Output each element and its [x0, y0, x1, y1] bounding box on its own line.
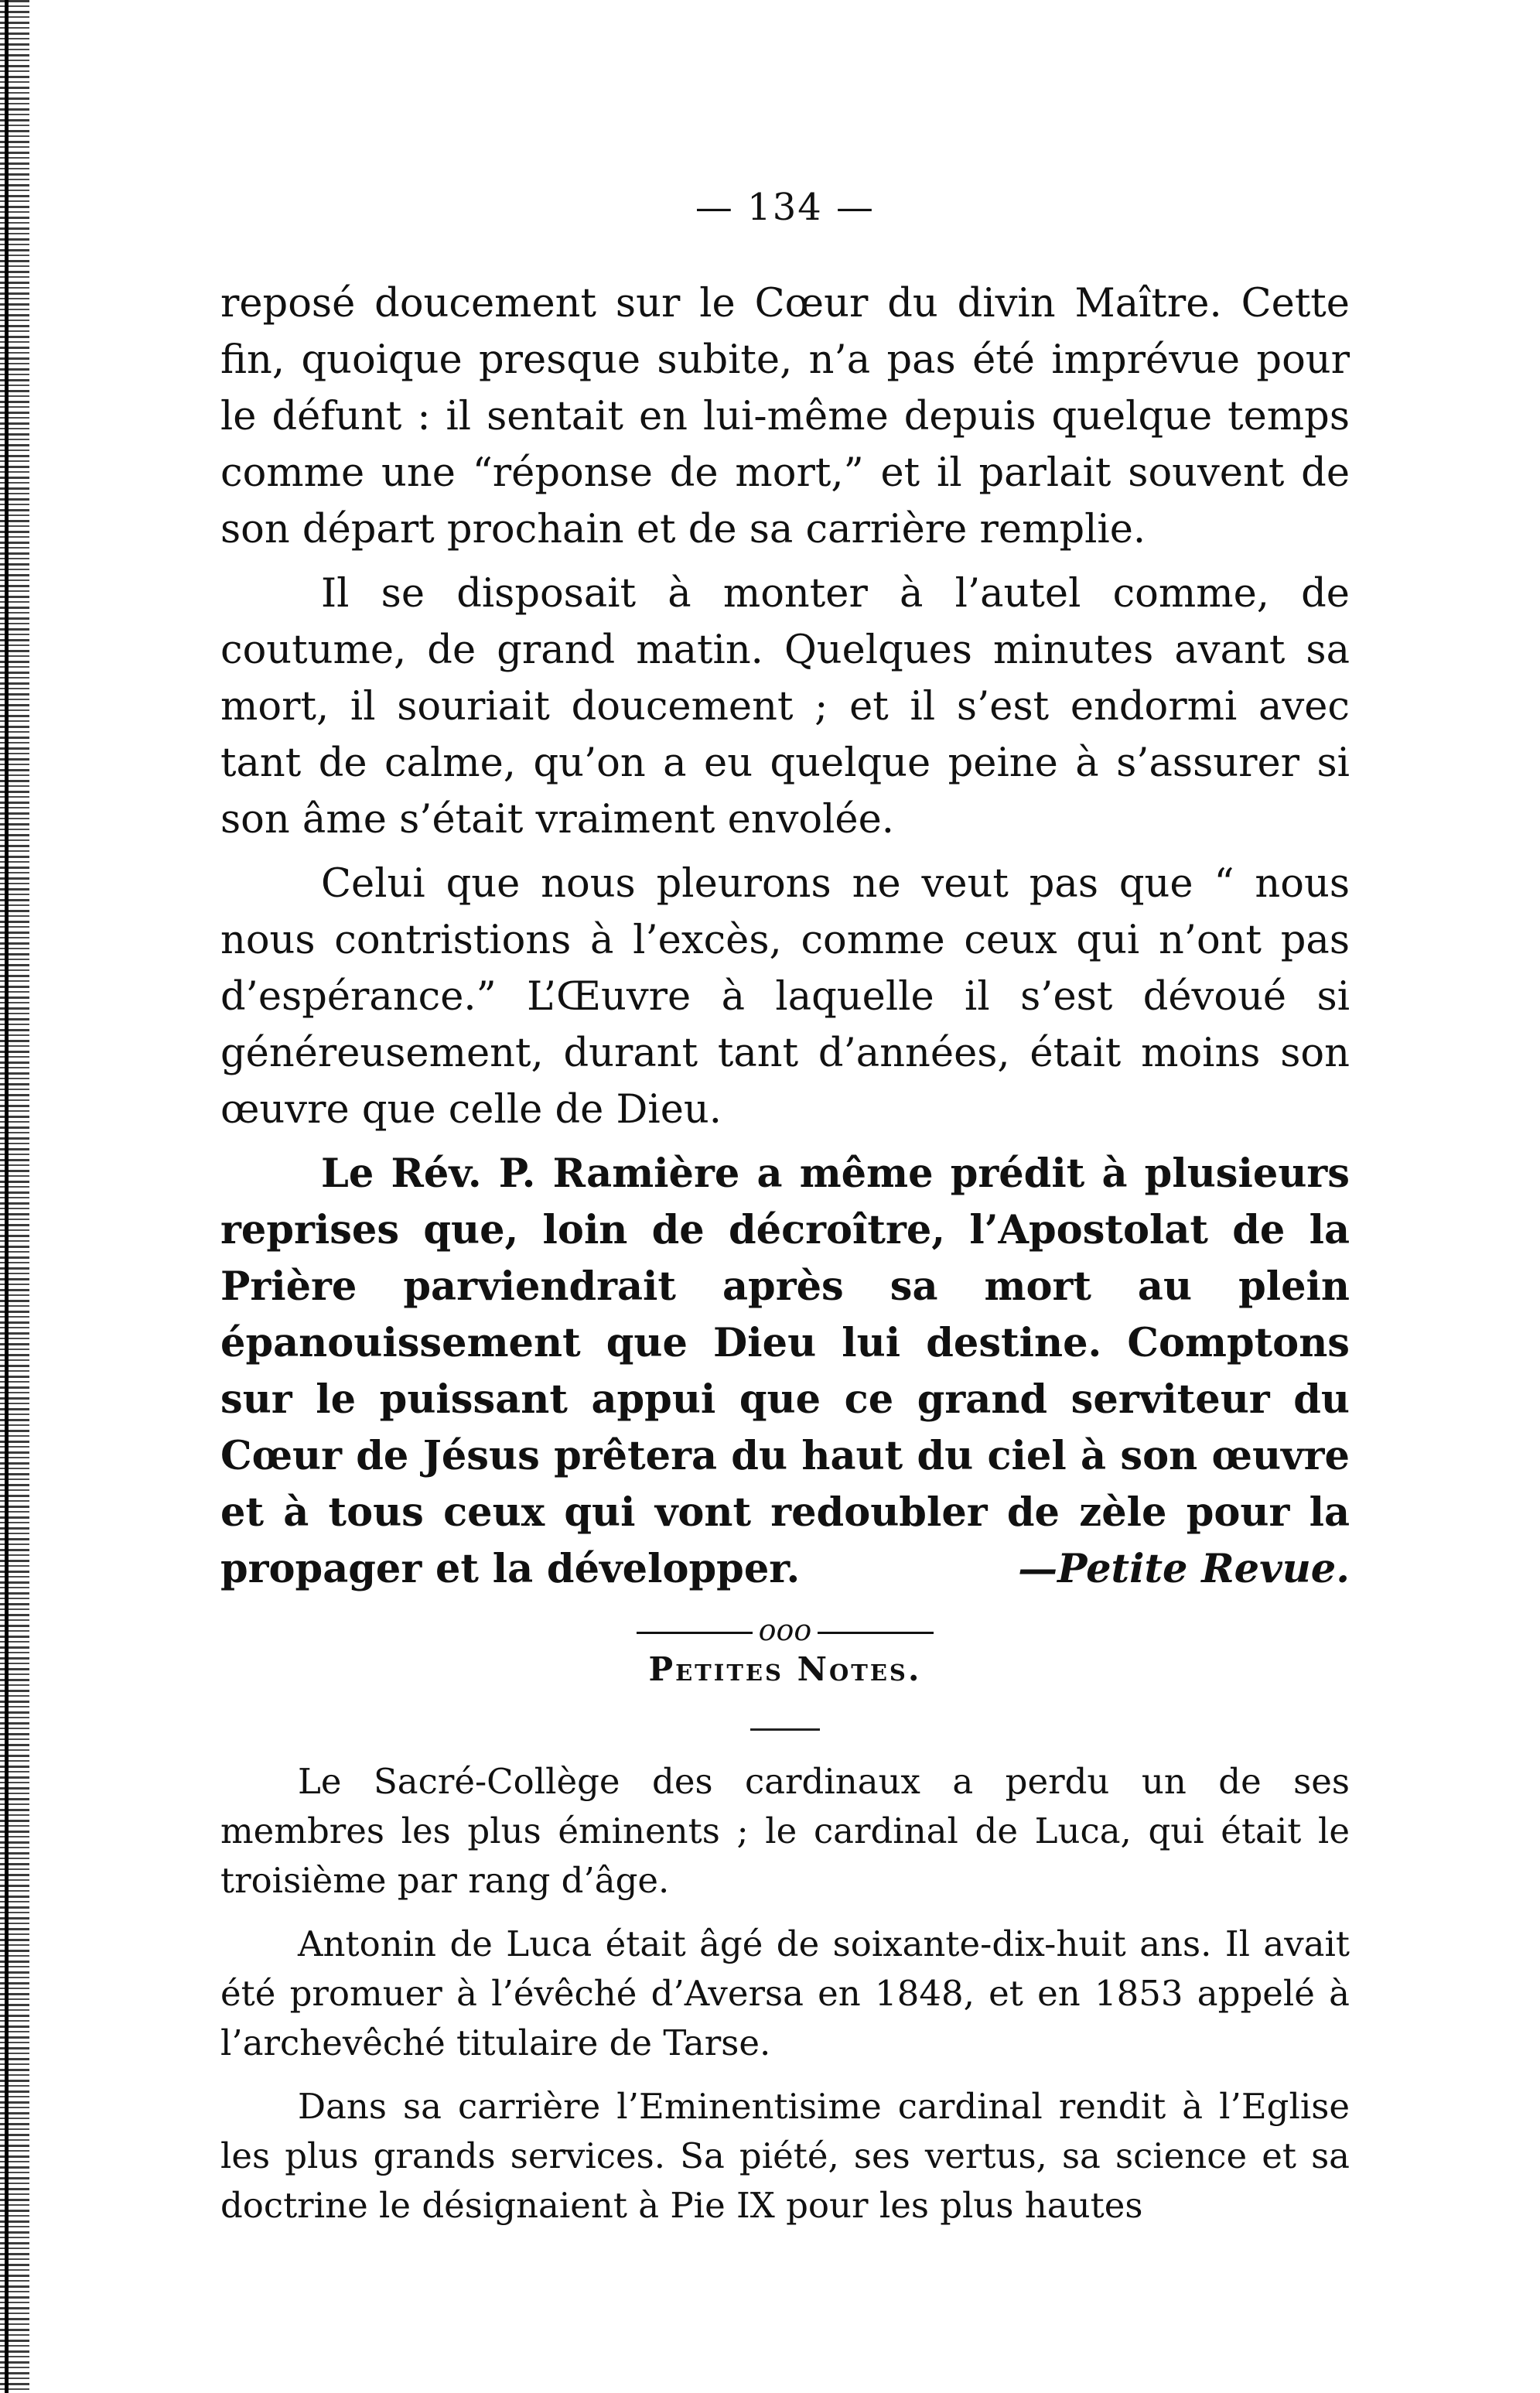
separator-line-left — [637, 1632, 753, 1634]
page-number: — 134 — — [695, 186, 876, 229]
paragraph-4: Le Rév. P. Ramière a même prédit à plusieurs reprises que, loin de décroître, l’Apostolat de la Prière parviendrait après sa mort au plein épanouissement que Dieu lui destine. Comptons sur le puissant appui que ce grand serviteur du Cœur de Jésus prêtera du haut du ciel à son œuvre et à tous ceux qui vont redoubler de zèle pour la propager et la développer. — [220, 1150, 1350, 1592]
section-separator — [220, 1613, 1350, 1647]
section-heading: Petites Notes. — [648, 1650, 922, 1688]
ornament-rule — [220, 1719, 1350, 1734]
paragraph-3: Celui que nous pleurons ne veut pas que “ nous nous contristions à l’excès, comme ceux qui n’ont pas d’espérance.” L’Œuvre à laquelle il s’est dévoué si généreusement, durant tant d’années, était moins son œuvre que celle de Dieu. — [220, 861, 1350, 1133]
paragraph-2: Il se disposait à monter à l’autel comme, de coutume, de grand matin. Quelques minutes avant sa mort, il souriait doucement ; et il s’est endormi avec tant de calme, qu’on a eu quelque peine à s’assurer si son âme s’était vraiment envolée. — [220, 571, 1350, 843]
note-paragraph-3: Dans sa carrière l’Eminentisime cardinal rendit à l’Eglise les plus grands services. Sa piété, ses vertus, sa science et sa doctrine le désignaient à Pie IX pour les plus hautes — [220, 2086, 1350, 2226]
separator-text: ooo — [758, 1613, 812, 1647]
separator-line-right — [818, 1632, 934, 1634]
page-content — [220, 186, 1350, 2231]
signature: —Petite Revue. — [1018, 1546, 1350, 1592]
paragraph-1: reposé doucement sur le Cœur du divin Maître. Cette fin, quoique presque subite, n’a pas été imprévue pour le défunt : il sentait en lui-même depuis quelque temps comme une “réponse de mort,” et il parlait souvent de son départ prochain et de sa carrière remplie. — [220, 281, 1350, 552]
bold-paragraph-block — [220, 1146, 1350, 1598]
article-body — [220, 275, 1350, 1598]
note-paragraph-1: Le Sacré-Collège des cardinaux a perdu un de ses membres les plus éminents ; le cardinal de Luca, qui était le troisième par rang d’âge. — [220, 1761, 1350, 1901]
page-edge-line — [5, 0, 9, 2393]
note-paragraph-2: Antonin de Luca était âgé de soixante-dix-huit ans. Il avait été promuer à l’évêché d’Aversa en 1848, et en 1853 appelé à l’archevêché titulaire de Tarse. — [220, 1923, 1350, 2063]
notes-body — [220, 1757, 1350, 2231]
